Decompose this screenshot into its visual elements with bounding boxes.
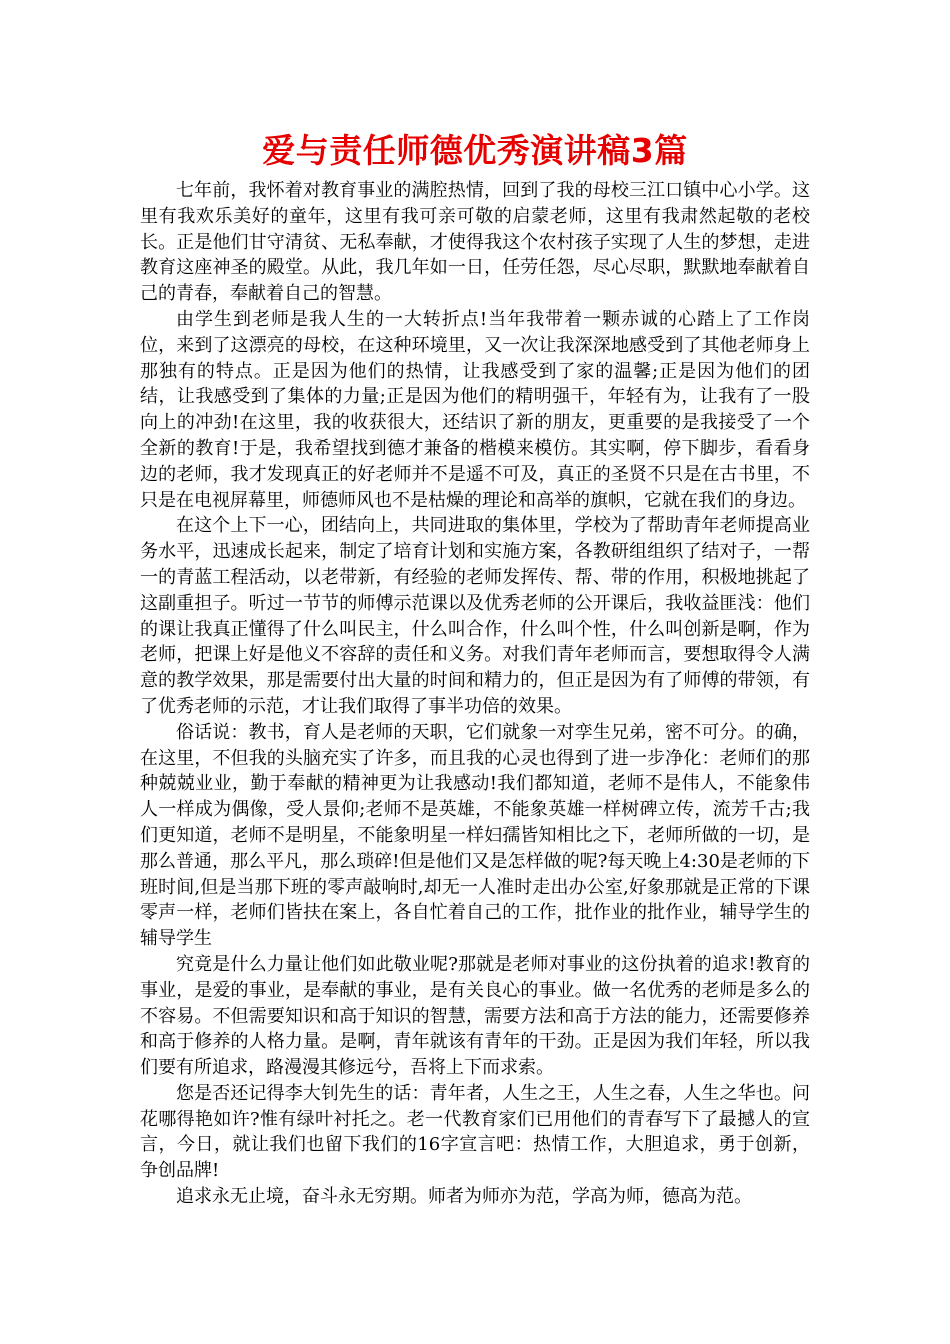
document-title: 爱与责任师德优秀演讲稿3篇 (262, 131, 688, 170)
paragraph-4: 俗话说：教书，育人是老师的天职，它们就象一对孪生兄弟，密不可分。的确，在这里，不但我的头脑充实了许多，而且我的心灵也得到了进一步净化：老师们的那种兢兢业业，勤于奉献的精神更为让我感动!我们都知道，老师不是伟人，不能象伟人一样成为偶像，受人景仰;老师不是英雄，不能象英雄一样树碑立传，流芳千古;我们更知道，老师不是明星，不能象明星一样妇孺皆知相比之下，老师所做的一切，是那么普通，那么平凡，那么琐碎!但是他们又是怎样做的呢?每天晚上4:30是老师的下班时间,但是当那下班的零声敲响时,却无一人准时走出办公室,好象那就是正常的下课零声一样，老师们皆扶在案上，各自忙着自己的工作，批作业的批作业，辅导学生的辅导学生 (140, 721, 810, 950)
paragraph-6: 您是否还记得李大钊先生的话：青年者，人生之王，人生之春，人生之华也。问花哪得艳如许?惟有绿叶衬托之。老一代教育家们已用他们的青春写下了最撼人的宣言，今日，就让我们也留下我们的16字宣言吧：热情工作，大胆追求，勇于创新，争创品牌! (140, 1082, 810, 1182)
paragraph-7: 追求永无止境，奋斗永无穷期。师者为师亦为范，学高为师，德高为范。 (176, 1186, 752, 1208)
paragraph-1: 七年前，我怀着对教育事业的满腔热情，回到了我的母校三江口镇中心小学。这里有我欢乐美好的童年，这里有我可亲可敬的启蒙老师，这里有我肃然起敬的老校长。正是他们甘守清贫、无私奉献，才使得我这个农村孩子实现了人生的梦想，走进教育这座神圣的殿堂。从此，我几年如一日，任劳任怨，尽心尽职，默默地奉献着自己的青春，奉献着自己的智慧。 (140, 180, 810, 305)
paragraph-5: 究竟是什么力量让他们如此敬业呢?那就是老师对事业的这份执着的追求!教育的事业，是爱的事业，是奉献的事业，是有关良心的事业。做一名优秀的老师是多么的不容易。不但需要知识和高于知识的智慧，需要方法和高于方法的能力，还需要修养和高于修养的人格力量。是啊，青年就该有青年的干劲。正是因为我们年轻，所以我们要有所追求，路漫漫其修远兮，吾将上下而求索。 (140, 953, 810, 1079)
paragraph-2: 由学生到老师是我人生的一大转折点!当年我带着一颗赤诚的心踏上了工作岗位，来到了这漂亮的母校，在这种环境里，又一次让我深深地感受到了其他老师身上那独有的特点。正是因为他们的热情，让我感受到了家的温馨;正是因为他们的团结，让我感受到了集体的力量;正是因为他们的精明强干，年轻有为，让我有了一股向上的冲劲!在这里，我的收获很大，还结识了新的朋友，更重要的是我接受了一个全新的教育!于是，我希望找到德才兼备的楷模来模仿。其实啊，停下脚步，看看身边的老师，我才发现真正的好老师并不是遥不可及，真正的圣贤不只是在古书里，不只是在电视屏幕里，师德师风也不是枯燥的理论和高举的旗帜，它就在我们的身边。 (140, 308, 810, 511)
paragraph-3: 在这个上下一心，团结向上，共同进取的集体里，学校为了帮助青年老师提高业务水平，迅速成长起来，制定了培育计划和实施方案，各教研组组织了结对子，一帮一的青蓝工程活动，以老带新，有经验的老师发挥传、帮、带的作用，积极地挑起了这副重担子。听过一节节的师傅示范课以及优秀老师的公开课后，我收益匪浅：他们的课让我真正懂得了什么叫民主，什么叫合作，什么叫个性，什么叫创新是啊，作为老师，把课上好是他义不容辞的责任和义务。对我们青年老师而言，要想取得令人满意的教学效果，那是需要付出大量的时间和精力的，但正是因为有了师傅的带领，有了优秀老师的示范，才让我们取得了事半功倍的效果。 (140, 515, 810, 717)
document-body (140, 178, 810, 1210)
